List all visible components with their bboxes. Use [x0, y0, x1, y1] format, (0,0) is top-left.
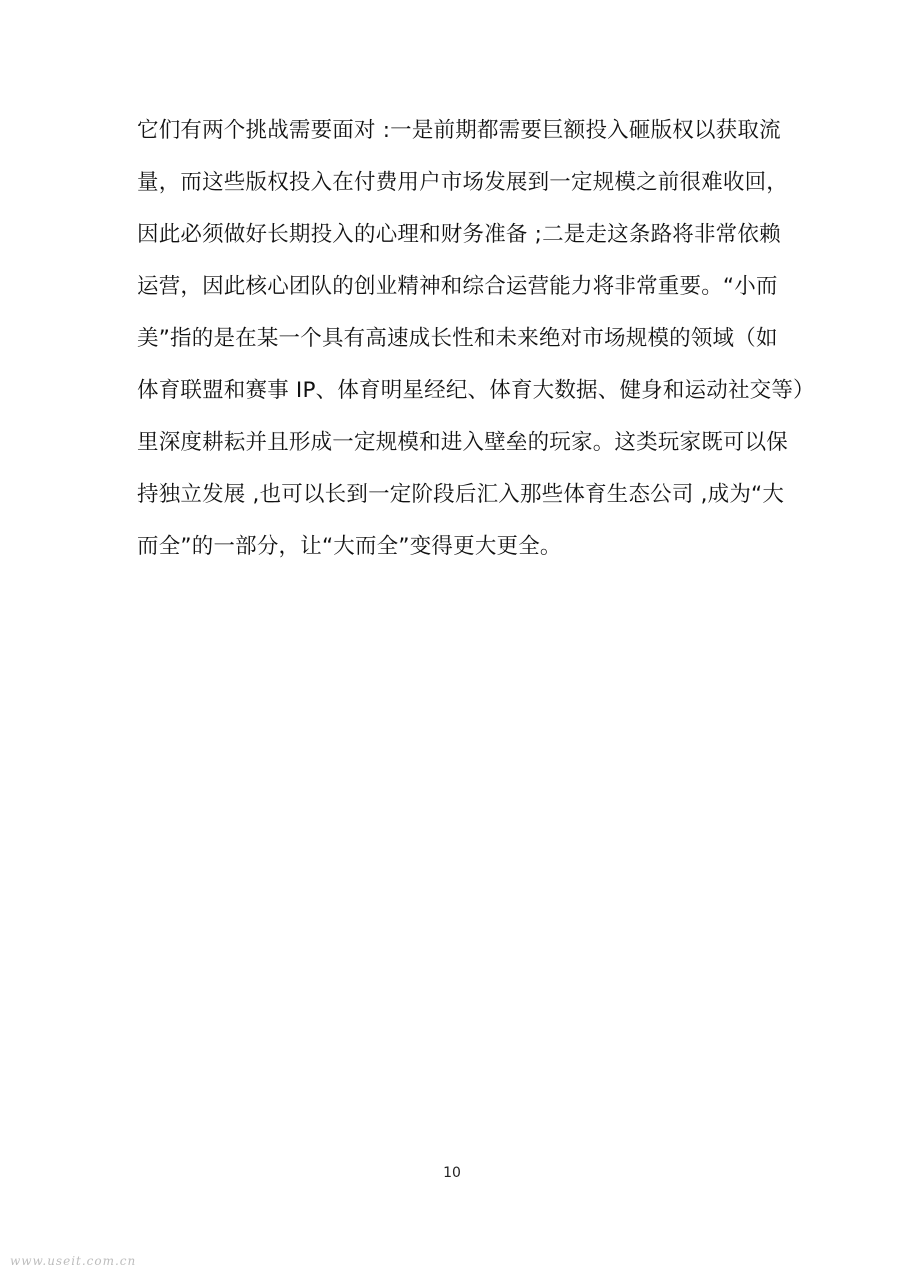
text-line: 因此必须做好长期投入的心理和财务准备 ;二是走这条路将非常依赖 [137, 222, 781, 247]
text-line: 它们有两个挑战需要面对 :一是前期都需要巨额投入砸版权以获取流 [137, 118, 781, 143]
text-line: 量，而这些版权投入在付费用户市场发展到一定规模之前很难收回， [137, 170, 789, 195]
text-line: 里深度耕耘并且形成一定规模和进入壁垒的玩家。这类玩家既可以保 [137, 430, 789, 455]
page-number: 10 [443, 1165, 461, 1181]
text-line: 体育联盟和赛事 IP、体育明星经纪、体育大数据、健身和运动社交等） [137, 378, 815, 403]
text-line: 美”指的是在某一个具有高速成长性和未来绝对市场规模的领域（如 [137, 326, 778, 351]
watermark: www.useit.com.cn [10, 1254, 137, 1268]
text-line: 持独立发展 ,也可以长到一定阶段后汇入那些体育生态公司 ,成为“大 [137, 482, 785, 507]
body-paragraph [137, 113, 815, 581]
text-line: 而全”的一部分，让“大而全”变得更大更全。 [137, 534, 562, 559]
text-line: 运营，因此核心团队的创业精神和综合运营能力将非常重要。“小而 [137, 274, 778, 299]
